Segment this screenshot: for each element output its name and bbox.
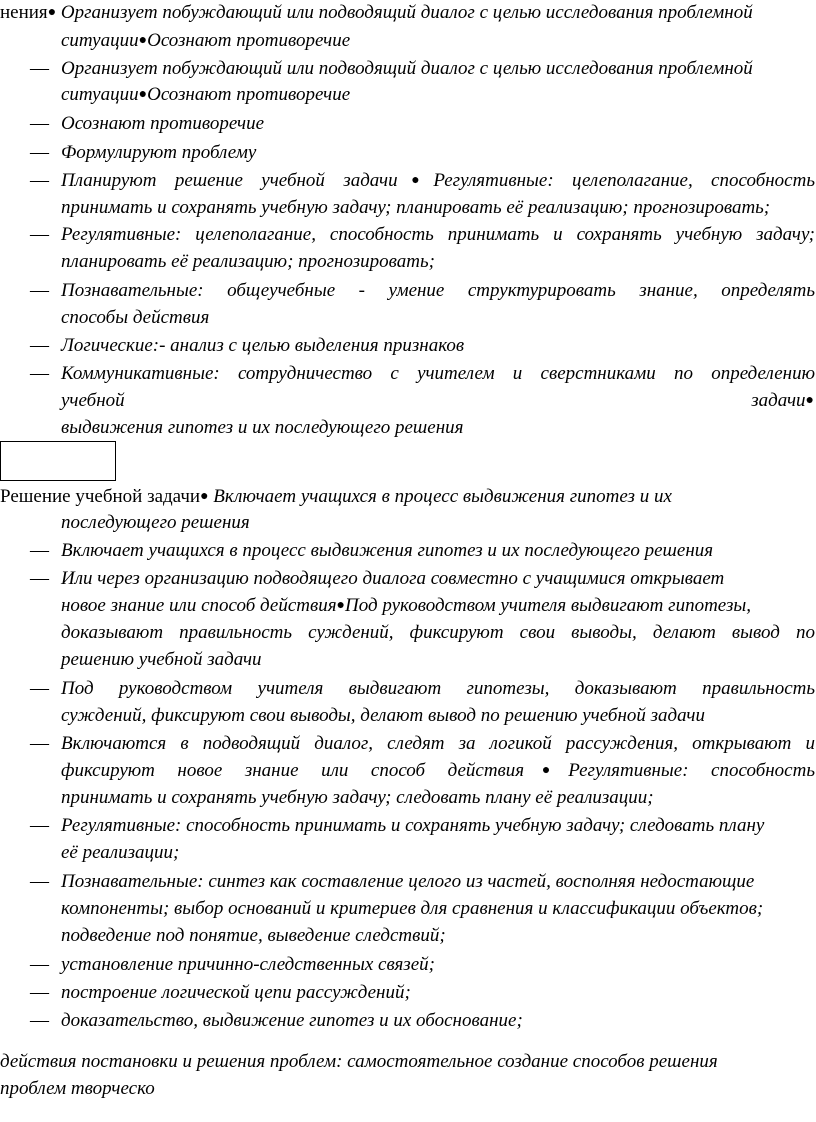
- dash-icon: —: [30, 58, 49, 79]
- bullet-icon: ●: [336, 598, 346, 613]
- list-item-cont: принимать и сохранять учебную задачу; планировать её реализацию; прогнозировать;: [61, 197, 771, 218]
- list-item: — Познавательные: синтез как составление целого из частей, восполняя недостающие: [0, 869, 816, 895]
- bullet-icon: ●: [524, 763, 569, 778]
- dash-icon: —: [30, 1010, 49, 1031]
- list-item: — построение логической цепи рассуждений;: [0, 980, 816, 1006]
- dash-icon: —: [30, 954, 49, 975]
- section2-lead-text: Включает учащихся в процесс выдвижения гипотез и их: [213, 486, 672, 507]
- section2-lead-label: Решение учебной задачи: [0, 486, 201, 507]
- list-item-cont: компоненты; выбор оснований и критериев для сравнения и классификации объектов;: [61, 898, 764, 919]
- list-item: — Осознают противоречие: [0, 111, 816, 137]
- list-item-cont: подведение под понятие, выведение следствий;: [61, 925, 446, 946]
- list-item-cont: планировать её реализацию; прогнозировать;: [61, 251, 435, 272]
- dash-icon: —: [30, 280, 49, 301]
- document-page: нения● Организует побуждающий или подводящий диалог с целью исследования проблемной ситуации●Осознают противоречие — Организует побуждающий или подводящий диалог с целью исследования проблемной ситуации●Осознают противоречие — Осознают противоречие — Формулируют проблему — Планируют решение учебной задачи●Регулятивные: целеполагание, способность принимать и сохранять учебную задачу; планировать её реализацию; прогнозировать; — Регулятивные: целеполагание, способность принимать и сохранять учебную задачу; планировать её реализацию; прогнозировать; — Познавательные: общеучебные - умение структурировать знание, определять способы действия — Логические:- анализ с целью выделения признаков — Коммуникативные: сотрудничество с учителем и сверстниками по определению учебной задачи● выдвижения гипотез и их последующего решения Решение учебной задачи● Включает учащихся в процесс выдвижения гипотез и их последующего решения — Включает учащихся в процесс выдвижения гипотез и их последующего решения — Или через организацию подводящего диалога совместно с учащимися открывает новое знание или способ действия●Под руководством учителя выдвигают гипотезы, доказывают правильность суждений, фиксируют свои выводы, делают вывод по решению учебной задачи — Под руководством учителя выдвигают гипотезы, доказывают правильность суждений, фиксируют свои выводы, делают вывод по решению учебной задачи — Включаются в подводящий диалог, следят за логикой рассуждения, открывают и фиксируют новое знание или способ действия●Регулятивные: способность принимать и сохранять учебную задачу; следовать плану её реализации; — Регулятивные: способность принимать и сохранять учебную задачу; следовать плану её реализации; — Познавательные: синтез как составление целого из частей, восполняя недостающие компоненты; выбор оснований и критериев для сравнения и классификации объектов; подведение под понятие, выведение следствий; — установление причинно-следственных связей; — построение логической цепи рассуждений; — доказательство, выдвижение гипотез и их обоснование; действия постановки и решения проблем: самостоятельное создание способов решения проблем творческо: [0, 0, 816, 1122]
- bullet-icon: ●: [138, 87, 148, 102]
- bullet-icon: ●: [138, 33, 148, 48]
- dash-icon: —: [30, 170, 49, 191]
- dash-icon: —: [30, 982, 49, 1003]
- list-item-cont: решению учебной задачи: [61, 649, 262, 670]
- section1-lead-label: нения: [0, 2, 48, 23]
- dash-icon: —: [30, 142, 49, 163]
- list-item-cont: принимать и сохранять учебную задачу; следовать плану её реализации;: [61, 787, 654, 808]
- section1-lead-text: Организует побуждающий или подводящий диалог с целью исследования проблемной: [60, 2, 753, 23]
- section2-lead: [0, 484, 816, 512]
- empty-box: [0, 441, 116, 481]
- list-item-cont: её реализации;: [61, 842, 180, 863]
- section2-lead-cont: последующего решения: [61, 512, 250, 533]
- list-item-cont: суждений, фиксируют свои выводы, делают вывод по решению учебной задачи: [61, 705, 705, 726]
- list-item: — Логические:- анализ с целью выделения признаков: [0, 333, 816, 359]
- dash-icon: —: [30, 363, 49, 384]
- list-item: — Организует побуждающий или подводящий диалог с целью исследования проблемной: [0, 56, 816, 82]
- bullet-icon: ●: [47, 5, 57, 20]
- dash-icon: —: [30, 678, 49, 699]
- dash-icon: —: [30, 815, 49, 836]
- dash-icon: —: [30, 733, 49, 754]
- dash-icon: —: [30, 871, 49, 892]
- list-item: — доказательство, выдвижение гипотез и их обоснование;: [0, 1008, 816, 1034]
- list-item-cont: способы действия: [61, 307, 210, 328]
- list-item-cont: выдвижения гипотез и их последующего решения: [61, 417, 464, 438]
- dash-icon: —: [30, 224, 49, 245]
- section1-lead-cont: ситуации●Осознают противоречие: [61, 30, 351, 51]
- bullet-icon: ●: [805, 393, 814, 408]
- list-item: — Регулятивные: способность принимать и сохранять учебную задачу; следовать плану: [0, 813, 816, 839]
- list-item: — Включает учащихся в процесс выдвижения гипотез и их последующего решения: [0, 538, 816, 564]
- bullet-icon: ●: [397, 173, 434, 188]
- dash-icon: —: [30, 568, 49, 589]
- list-item: — установление причинно-следственных связей;: [0, 952, 816, 978]
- list-item: — Или через организацию подводящего диалога совместно с учащимися открывает: [0, 566, 816, 592]
- footer-line: действия постановки и решения проблем: самостоятельное создание способов решения: [0, 1051, 718, 1072]
- section1-lead: [0, 0, 816, 28]
- list-item-cont: ситуации●Осознают противоречие: [61, 84, 351, 105]
- bullet-icon: ●: [200, 489, 209, 504]
- dash-icon: —: [30, 113, 49, 134]
- dash-icon: —: [30, 335, 49, 356]
- list-item-cont: новое знание или способ действия●Под руководством учителя выдвигают гипотезы,: [61, 595, 752, 616]
- footer-line: проблем творческо: [0, 1078, 155, 1099]
- list-item: — Формулируют проблему: [0, 140, 816, 166]
- dash-icon: —: [30, 540, 49, 561]
